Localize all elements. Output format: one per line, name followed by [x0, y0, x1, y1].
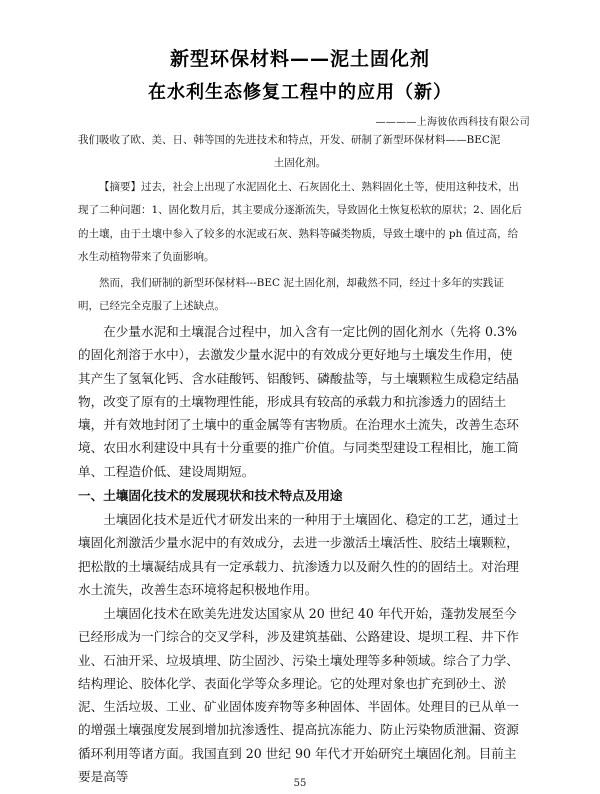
contrast-paragraph: 然而，我们研制的新型环保材料---BEC 泥土固化剂，却截然不同，经过十多年的实践证明，已经完全克服了上述缺点。	[78, 277, 504, 313]
body-paragraph-3: 土壤固化技术在欧美先进发达国家从 20 世纪 40 年代开始，蓬勃发展至今已经形成为一门综合的交叉学科，涉及建筑基础、公路建设、堤坝工程、井下作业、石油开采、垃圾填埋、防尘固沙、污染土壤处理等多种领域。综合了力学、结构理论、胶体化学、表面化学等众多理论。它的处理对象也扩充到砂土、淤泥、生活垃圾、工业、矿业固体废弃物等多种固体、半固体。处理目的已从单一的增强土壤强度发展到增加抗渗透性、提高抗冻能力、防止污染物质泄漏、资源循环利用等诸方面。我国直到 20 世纪 90 年代才开始研究土壤固化剂。目前主要是高等	[78, 606, 519, 785]
title-line-1: 新型环保材料——泥土固化剂	[169, 48, 430, 70]
intro-line-2: 土固化剂。	[273, 157, 327, 169]
organization-byline: ————上海彼依西科技有限公司	[375, 117, 530, 128]
page-number: 55	[293, 778, 307, 789]
body-paragraph-1: 在少量水泥和土壤混合过程中，加入含有一定比例的固化剂水（先将 0.3%的固化剂溶于水中），去激发少量水泥中的有效成分更好地与土壤发生作用，使其产生了氢氧化钙、含水硅酸钙、铝酸钙、磷酸盐等，与土壤颗粒生成稳定结晶物，改变了原有的土壤物理性能，形成具有较高的承载力和抗渗透力的固结土壤，并有效地封闭了土壤中的重金属等有害物质。在治理水土流失，改善生态环境、农田水利建设中具有十分重要的推广价值。与同类型建设工程相比，施工简单、工程造价低、建设周期短。	[78, 324, 519, 479]
body-paragraph-2: 土壤固化技术是近代才研发出来的一种用于土壤固化、稳定的工艺，通过土壤固化剂激活少量水泥中的有效成分，去进一步激活土壤活性、胶结土壤颗粒，把松散的土壤凝结成具有一定承载力、抗渗透力以及耐久性的的固结土。对治理水土流失，改善生态环境将起积极地作用。	[78, 512, 519, 597]
section-1-heading: 一、土壤固化技术的发展现状和技术特点及用途	[78, 488, 343, 503]
abstract-paragraph: 【摘要】过去，社会上出现了水泥固化土、石灰固化土、熟料固化土等，使用这种技术，出现了二种问题：1、固化数月后，其主要成分逐渐流失，导致固化土恢复松软的原状；2、固化后的土壤，由于土壤中参入了较多的水泥或石灰、熟料等碱类物质，导致土壤中的 ph 值过高，给水生动植物带来了负面影响。	[78, 181, 522, 263]
intro-line-1: 我们吸收了欧、美、日、韩等国的先进技术和特点，开发、研制了新型环保材料——BEC泥	[78, 134, 501, 146]
title-line-2: 在水利生态修复工程中的应用（新）	[148, 82, 452, 103]
